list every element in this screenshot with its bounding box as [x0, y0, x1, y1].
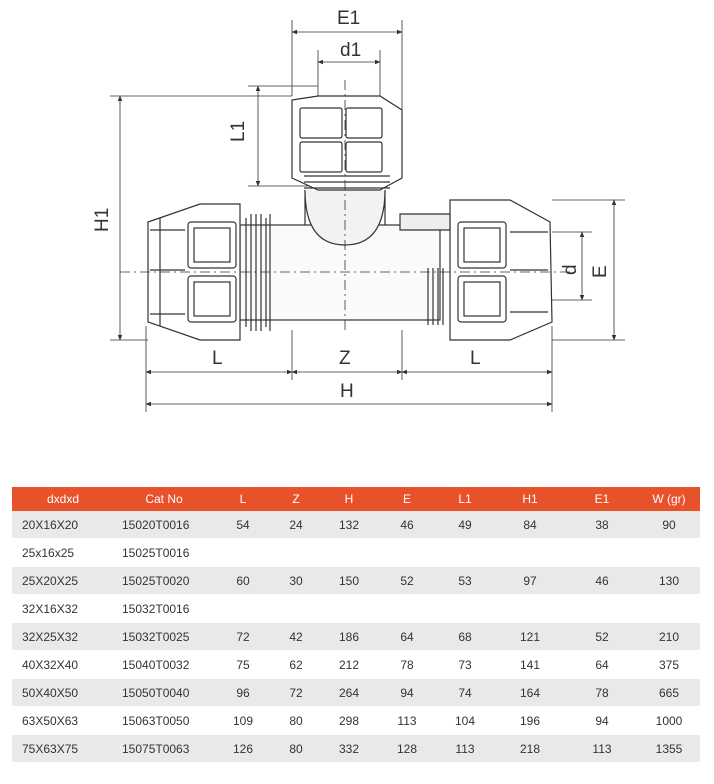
- table-cell: 121: [494, 623, 566, 651]
- table-header-row: [12, 487, 700, 511]
- table-cell: 132: [320, 511, 378, 539]
- table-cell: 104: [436, 707, 494, 735]
- table-cell: 15032T0016: [114, 595, 214, 623]
- table-cell: 15040T0032: [114, 651, 214, 679]
- table-cell: [638, 595, 700, 623]
- table-cell: 212: [320, 651, 378, 679]
- label-E: E: [590, 265, 611, 278]
- table-cell: 32X25X32: [12, 623, 114, 651]
- table-cell: [638, 539, 700, 567]
- table-cell: 15025T0020: [114, 567, 214, 595]
- table-cell: 74: [436, 679, 494, 707]
- table-cell: 113: [378, 707, 436, 735]
- table-cell: 73: [436, 651, 494, 679]
- table-row: [12, 539, 700, 567]
- table-cell: 15050T0040: [114, 679, 214, 707]
- table-cell: 53: [436, 567, 494, 595]
- column-header: W (gr): [638, 487, 700, 511]
- table-cell: 130: [638, 567, 700, 595]
- table-cell: 54: [214, 511, 272, 539]
- table-cell: 50X40X50: [12, 679, 114, 707]
- column-header: Cat No: [114, 487, 214, 511]
- table-row: [12, 511, 700, 539]
- table-cell: 97: [494, 567, 566, 595]
- table-row: [12, 567, 700, 595]
- table-cell: 64: [378, 623, 436, 651]
- table-cell: 62: [272, 651, 320, 679]
- label-H1: H1: [92, 207, 113, 232]
- fitting-outline: [120, 80, 580, 340]
- table-body: [12, 511, 700, 763]
- table-row: [12, 707, 700, 735]
- column-header: E: [378, 487, 436, 511]
- column-header: H1: [494, 487, 566, 511]
- table-row: [12, 651, 700, 679]
- table-cell: 113: [436, 735, 494, 763]
- table-cell: [320, 595, 378, 623]
- table-cell: 42: [272, 623, 320, 651]
- column-header: L1: [436, 487, 494, 511]
- column-header: H: [320, 487, 378, 511]
- table-cell: 80: [272, 735, 320, 763]
- table-cell: 90: [638, 511, 700, 539]
- column-header: Z: [272, 487, 320, 511]
- table-cell: 196: [494, 707, 566, 735]
- table-cell: 109: [214, 707, 272, 735]
- table-cell: 15020T0016: [114, 511, 214, 539]
- column-header: dxdxd: [12, 487, 114, 511]
- table-cell: [494, 595, 566, 623]
- table-cell: [214, 595, 272, 623]
- table-cell: 141: [494, 651, 566, 679]
- table-cell: 15075T0063: [114, 735, 214, 763]
- table-cell: 113: [566, 735, 638, 763]
- table-row: [12, 623, 700, 651]
- table-cell: 126: [214, 735, 272, 763]
- table-cell: [436, 539, 494, 567]
- table-cell: [494, 539, 566, 567]
- table-cell: 15063T0050: [114, 707, 214, 735]
- table-cell: [272, 539, 320, 567]
- table-cell: 84: [494, 511, 566, 539]
- table-row: [12, 679, 700, 707]
- label-L-left: L: [212, 348, 223, 369]
- table-cell: 46: [566, 567, 638, 595]
- table-cell: 64: [566, 651, 638, 679]
- table-cell: 665: [638, 679, 700, 707]
- spec-table: [12, 487, 700, 763]
- table-cell: 68: [436, 623, 494, 651]
- table-cell: [566, 595, 638, 623]
- label-L1: L1: [228, 120, 249, 142]
- table-cell: [214, 539, 272, 567]
- table-cell: 1000: [638, 707, 700, 735]
- table-cell: 60: [214, 567, 272, 595]
- table-cell: 40X32X40: [12, 651, 114, 679]
- label-Z: Z: [339, 348, 351, 369]
- table-cell: 49: [436, 511, 494, 539]
- label-L-right: L: [470, 348, 481, 369]
- table-cell: 78: [378, 651, 436, 679]
- table-cell: 128: [378, 735, 436, 763]
- table-row: [12, 595, 700, 623]
- table-cell: 20X16X20: [12, 511, 114, 539]
- table-cell: 150: [320, 567, 378, 595]
- table-cell: [436, 595, 494, 623]
- table-cell: [320, 539, 378, 567]
- table-cell: 210: [638, 623, 700, 651]
- table-cell: 332: [320, 735, 378, 763]
- table-cell: 15032T0025: [114, 623, 214, 651]
- table-cell: 25x16x25: [12, 539, 114, 567]
- label-d: d: [560, 264, 581, 275]
- table-cell: [272, 595, 320, 623]
- table-cell: 218: [494, 735, 566, 763]
- table-cell: 80: [272, 707, 320, 735]
- table-cell: 63X50X63: [12, 707, 114, 735]
- table-cell: 46: [378, 511, 436, 539]
- table-cell: 186: [320, 623, 378, 651]
- table-cell: 75X63X75: [12, 735, 114, 763]
- table-cell: 72: [214, 623, 272, 651]
- table-cell: 94: [378, 679, 436, 707]
- table-cell: 75: [214, 651, 272, 679]
- table-cell: 52: [378, 567, 436, 595]
- table-cell: 264: [320, 679, 378, 707]
- table-row: [12, 735, 700, 763]
- table-cell: 375: [638, 651, 700, 679]
- table-cell: [378, 595, 436, 623]
- label-E1: E1: [337, 8, 361, 29]
- table-cell: 24: [272, 511, 320, 539]
- table-cell: 78: [566, 679, 638, 707]
- table-cell: 15025T0016: [114, 539, 214, 567]
- table-cell: 32X16X32: [12, 595, 114, 623]
- table-cell: 72: [272, 679, 320, 707]
- table-cell: 164: [494, 679, 566, 707]
- label-d1: d1: [340, 40, 362, 61]
- column-header: L: [214, 487, 272, 511]
- table-cell: 30: [272, 567, 320, 595]
- table-cell: 94: [566, 707, 638, 735]
- label-H: H: [340, 381, 354, 402]
- table-cell: 96: [214, 679, 272, 707]
- table-cell: 38: [566, 511, 638, 539]
- table-cell: 1355: [638, 735, 700, 763]
- table-cell: 298: [320, 707, 378, 735]
- table-cell: [566, 539, 638, 567]
- column-header: E1: [566, 487, 638, 511]
- table-cell: 25X20X25: [12, 567, 114, 595]
- table-cell: 52: [566, 623, 638, 651]
- table-cell: [378, 539, 436, 567]
